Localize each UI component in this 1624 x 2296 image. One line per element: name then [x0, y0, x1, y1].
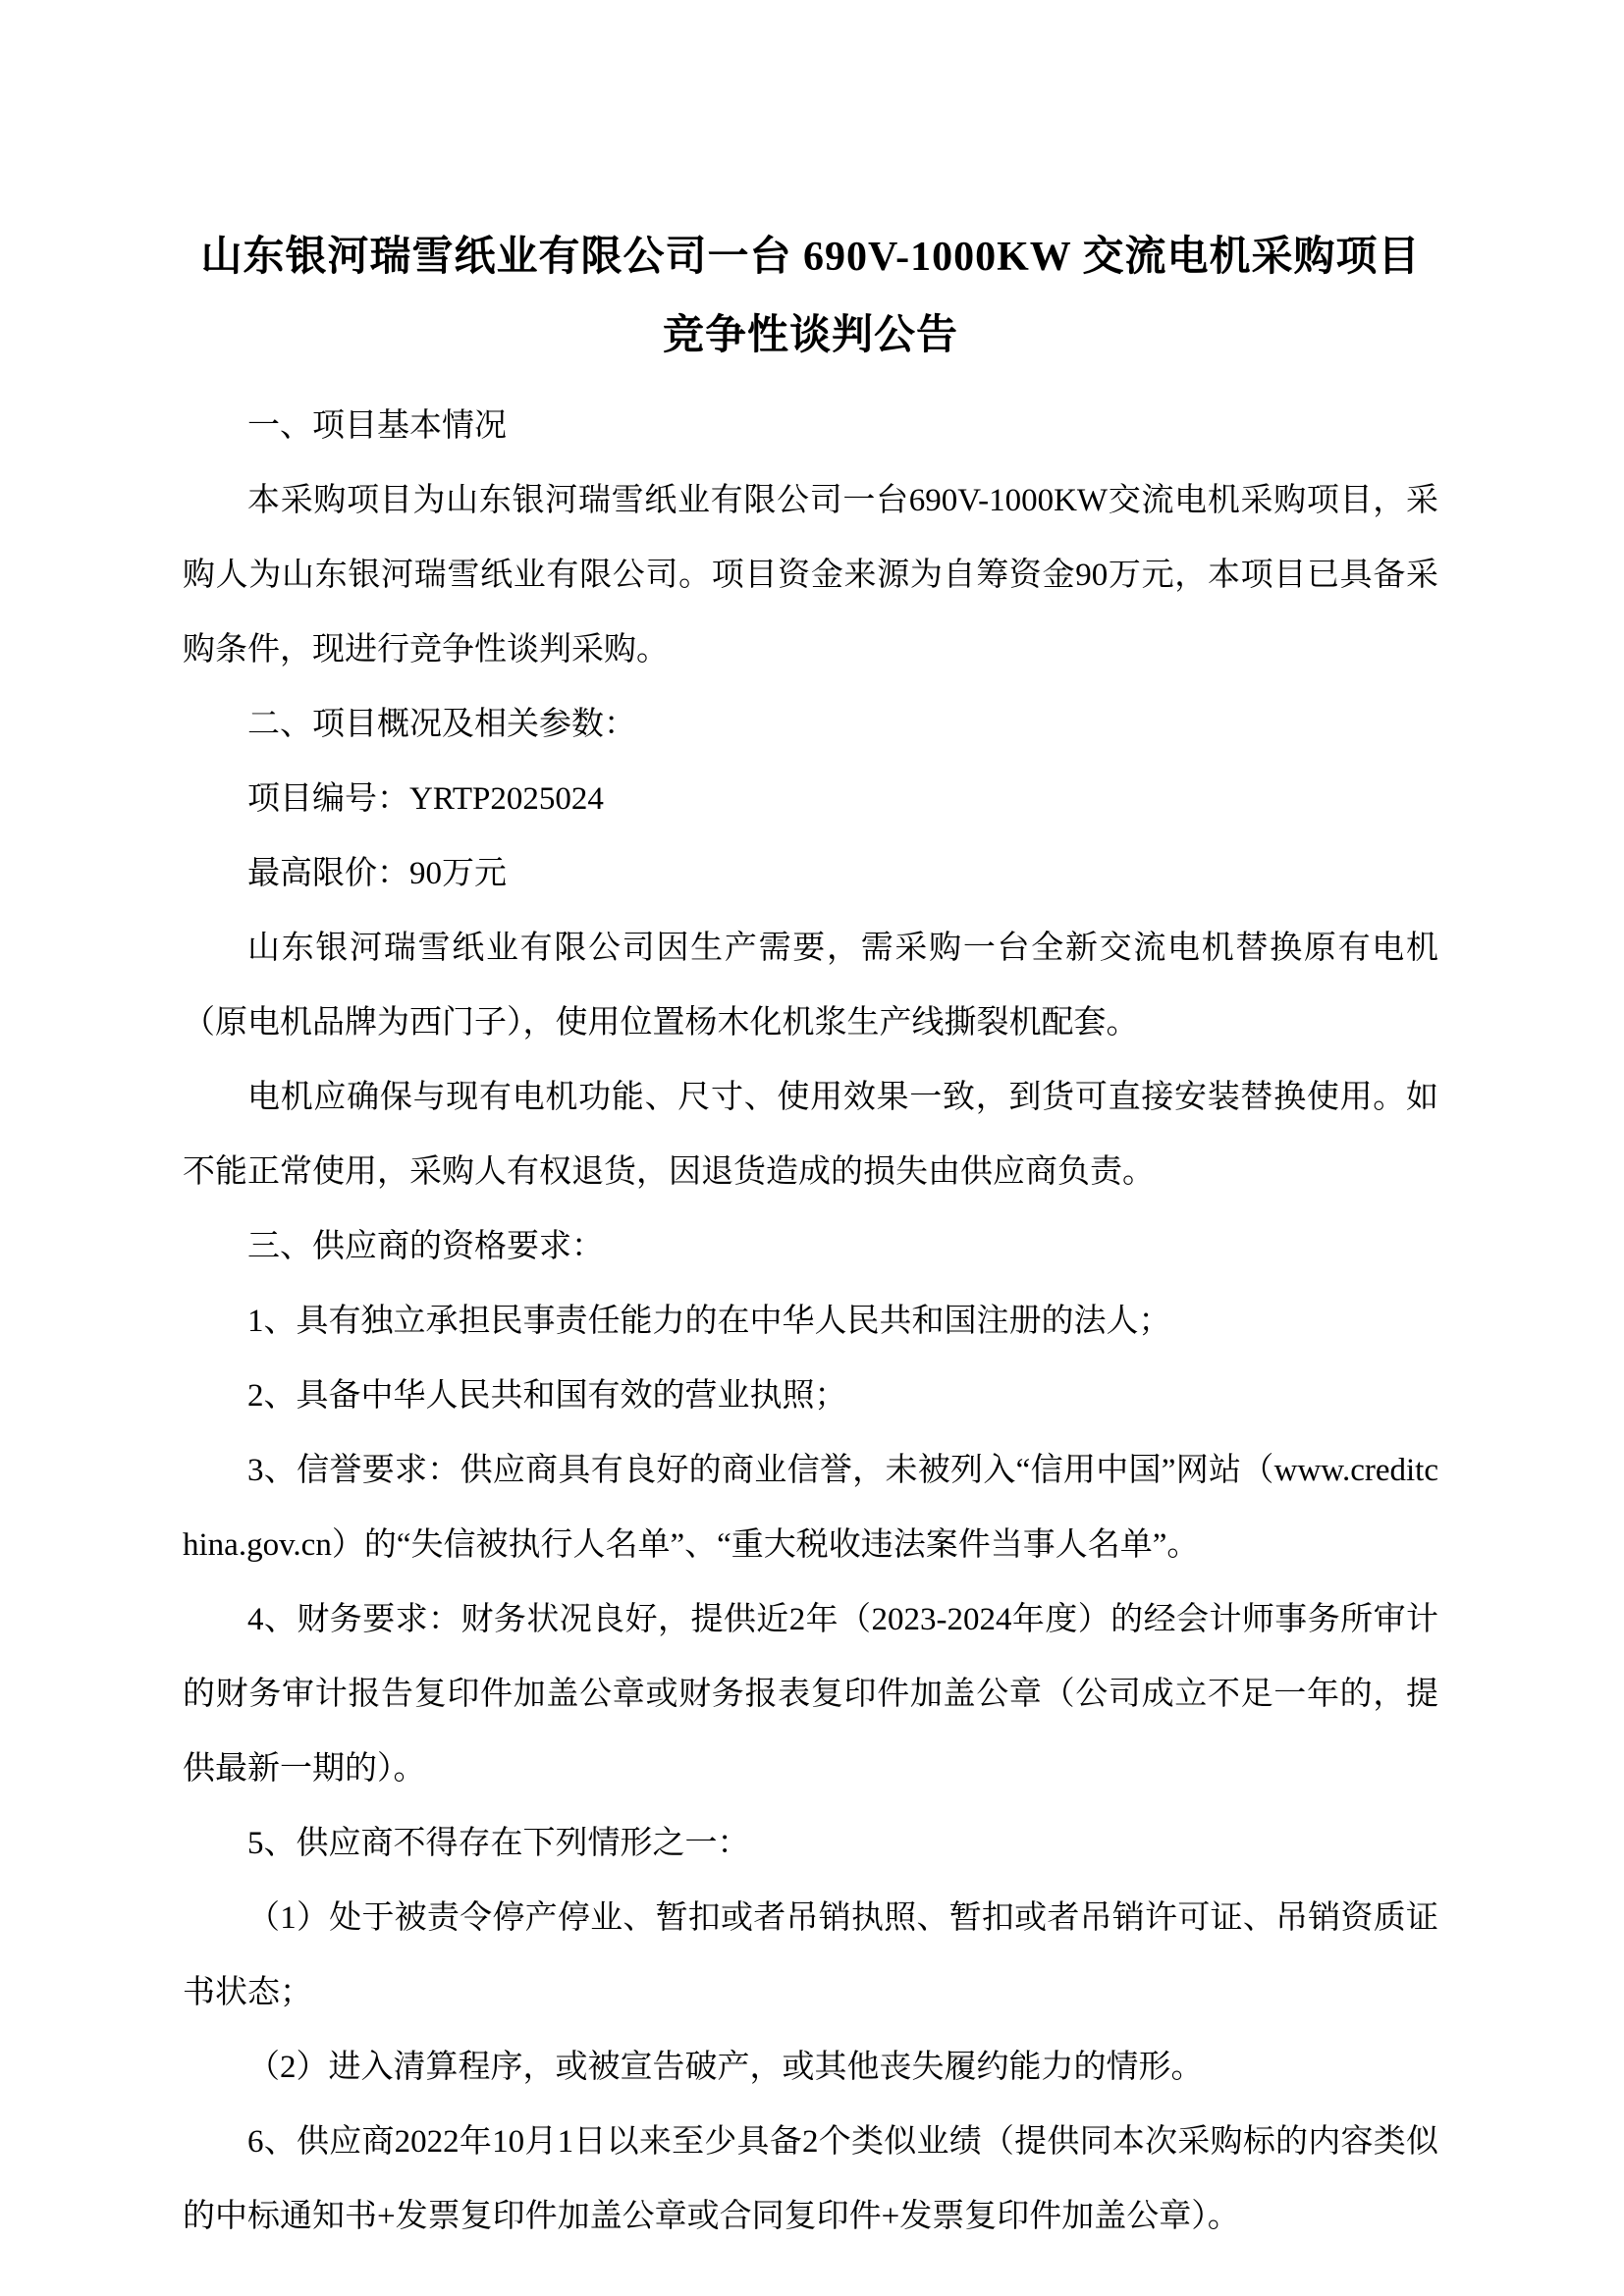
requirement-5: 5、供应商不得存在下列情形之一：	[247, 1826, 750, 1861]
section-1-heading: 一、项目基本情况	[247, 408, 507, 444]
requirement-5-item-1: （1）处于被责令停产停业、暂扣或者吊销执照、暂扣或者吊销许可证、吊销资质证书状态；	[183, 1900, 1438, 2010]
section-2-heading: 二、项目概况及相关参数：	[247, 707, 636, 742]
section-3-heading: 三、供应商的资格要求：	[247, 1229, 604, 1264]
requirement-4: 4、财务要求：财务状况良好，提供近2年（2023-2024年度）的经会计师事务所审计的财务审计报告复印件加盖公章或财务报表复印件加盖公章（公司成立不足一年的，提供最新一期的）。	[183, 1602, 1438, 1787]
section-1-body: 本采购项目为山东银河瑞雪纸业有限公司一台690V-1000KW交流电机采购项目，采购人为山东银河瑞雪纸业有限公司。项目资金来源为自筹资金90万元，本项目已具备采购条件，现进行竞争性谈判采购。	[183, 483, 1438, 667]
requirement-5-item-2: （2）进入清算程序，或被宣告破产，或其他丧失履约能力的情形。	[247, 2050, 1204, 2085]
requirement-1: 1、具有独立承担民事责任能力的在中华人民共和国注册的法人；	[247, 1304, 1171, 1339]
document-title-line-2: 竞争性谈判公告	[662, 313, 958, 358]
project-overview-1: 山东银河瑞雪纸业有限公司因生产需要，需采购一台全新交流电机替换原有电机（原电机品牌为西门子），使用位置杨木化机浆生产线撕裂机配套。	[183, 931, 1438, 1041]
requirement-3: 3、信誉要求：供应商具有良好的商业信誉，未被列入“信用中国”网站（www.creditchina.gov.cn）的“失信被执行人名单”、“重大税收违法案件当事人名单”。	[183, 1453, 1438, 1563]
requirement-6: 6、供应商2022年10月1日以来至少具备2个类似业绩（提供同本次采购标的内容类似的中标通知书+发票复印件加盖公章或合同复印件+发票复印件加盖公章）。	[183, 2124, 1438, 2234]
document-title-line-1: 山东银河瑞雪纸业有限公司一台 690V-1000KW 交流电机采购项目	[200, 235, 1421, 280]
document-body	[183, 389, 1438, 2254]
max-price-limit: 最高限价：90万元	[247, 856, 507, 891]
project-number: 项目编号：YRTP2025024	[247, 781, 604, 817]
project-overview-2: 电机应确保与现有电机功能、尺寸、使用效果一致，到货可直接安装替换使用。如不能正常使用，采购人有权退货，因退货造成的损失由供应商负责。	[183, 1080, 1438, 1190]
requirement-2: 2、具备中华人民共和国有效的营业执照；	[247, 1378, 847, 1414]
